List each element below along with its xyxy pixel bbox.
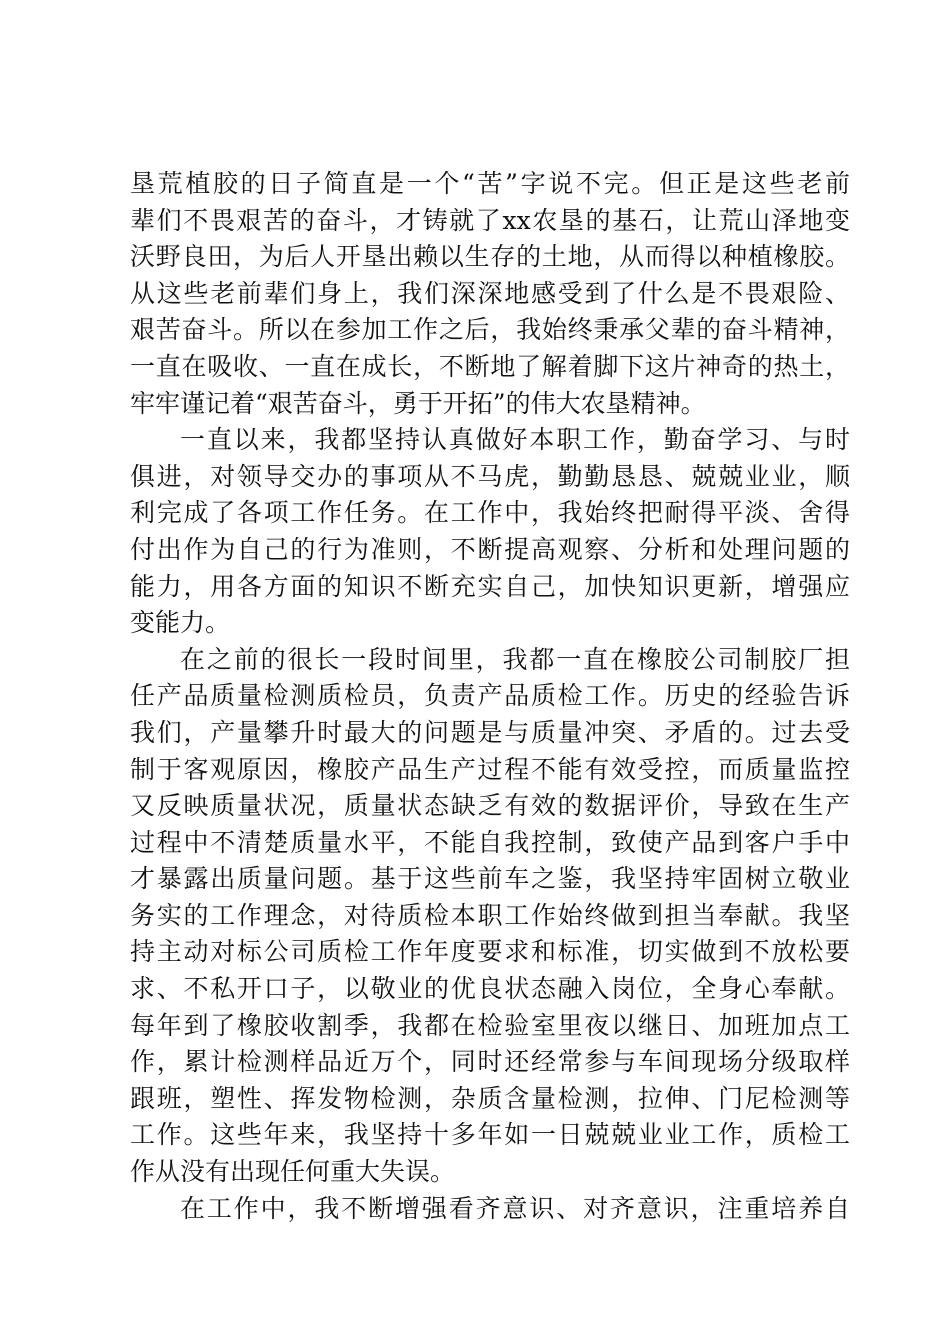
- text-line: 在工作中，我不断增强看齐意识、对齐意识，注重培养自: [180, 1193, 850, 1223]
- text-line: 跟班，塑性、挥发物检测，杂质含量检测，拉伸、门尼检测等: [130, 1083, 850, 1113]
- text-line: 制于客观原因，橡胶产品生产过程不能有效受控，而质量监控: [130, 754, 850, 784]
- body-text: [130, 166, 850, 1227]
- text-line: 在之前的很长一段时间里，我都一直在橡胶公司制胶厂担: [180, 644, 850, 674]
- text-line: 一直在吸收、一直在成长，不断地了解着脚下这片神奇的热土，: [130, 351, 850, 381]
- text-line: 艰苦奋斗。所以在参加工作之后，我始终秉承父辈的奋斗精神，: [130, 315, 850, 345]
- text-line: 每年到了橡胶收割季，我都在检验室里夜以继日、加班加点工: [130, 1010, 850, 1040]
- text-line: 一直以来，我都坚持认真做好本职工作，勤奋学习、与时: [180, 425, 850, 455]
- text-line: 作从没有出现任何重大失误。: [130, 1157, 456, 1187]
- text-line: 求、不私开口子，以敬业的优良状态融入岗位，全身心奉献。: [130, 974, 850, 1004]
- paragraph-2: [130, 422, 850, 642]
- text-line: 持主动对标公司质检工作年度要求和标准，切实做到不放松要: [130, 937, 850, 967]
- text-line: 能力，用各方面的知识不断充实自己，加快知识更新，增强应: [130, 571, 850, 601]
- text-line: 牢牢谨记着“艰苦奋斗，勇于开拓”的伟大农垦精神。: [130, 388, 706, 418]
- text-line: 又反映质量状况，质量状态缺乏有效的数据评价，导致在生产: [130, 791, 850, 821]
- text-line: 作，累计检测样品近万个，同时还经常参与车间现场分级取样: [130, 1047, 850, 1077]
- paragraph-4: [130, 1191, 850, 1228]
- text-line: 垦荒植胶的日子简直是一个“苦”字说不完。但正是这些老前: [130, 169, 850, 198]
- text-line: 俱进，对领导交办的事项从不马虎，勤勤恳恳、兢兢业业，顺: [130, 461, 850, 491]
- text-line: 辈们不畏艰苦的奋斗，才铸就了xx农垦的基石，让荒山泽地变: [130, 205, 850, 235]
- text-line: 沃野良田，为后人开垦出赖以生存的土地，从而得以种植橡胶。: [130, 242, 850, 272]
- text-line: 过程中不清楚质量水平，不能自我控制，致使产品到客户手中: [130, 827, 850, 857]
- paragraph-3: [130, 642, 850, 1191]
- paragraph-1: [130, 166, 850, 422]
- text-line: 务实的工作理念，对待质检本职工作始终做到担当奉献。我坚: [130, 900, 850, 930]
- text-line: 工作。这些年来，我坚持十多年如一日兢兢业业工作，质检工: [130, 1120, 850, 1150]
- text-line: 才暴露出质量问题。基于这些前车之鉴，我坚持牢固树立敬业: [130, 864, 850, 894]
- text-line: 任产品质量检测质检员，负责产品质检工作。历史的经验告诉: [130, 681, 850, 711]
- text-line: 我们，产量攀升时最大的问题是与质量冲突、矛盾的。过去受: [130, 717, 850, 747]
- text-line: 变能力。: [130, 608, 231, 638]
- text-line: 利完成了各项工作任务。在工作中，我始终把耐得平淡、舍得: [130, 498, 850, 528]
- text-line: 从这些老前辈们身上，我们深深地感受到了什么是不畏艰险、: [130, 278, 850, 308]
- text-line: 付出作为自己的行为准则，不断提高观察、分析和处理问题的: [130, 534, 850, 564]
